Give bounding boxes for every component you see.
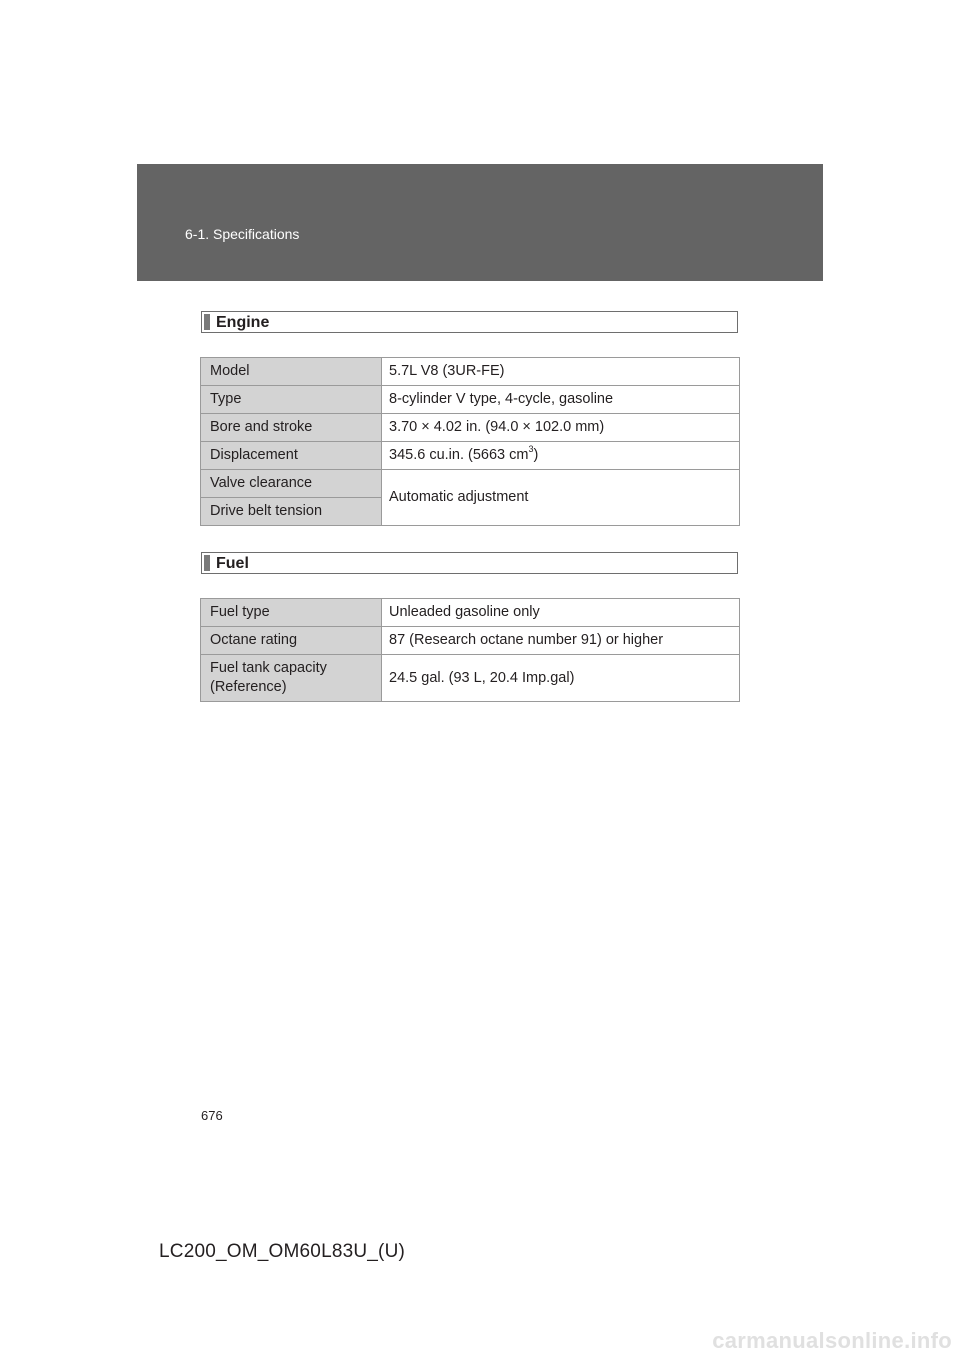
row-value-type: 8-cylinder V type, 4-cycle, gasoline xyxy=(382,386,740,414)
engine-section-title: Engine xyxy=(216,314,270,331)
row-value-fuel-type: Unleaded gasoline only xyxy=(382,599,740,627)
row-value-octane-rating: 87 (Research octane number 91) or higher xyxy=(382,627,740,655)
row-label-valve-clearance: Valve clearance xyxy=(201,470,382,498)
displacement-value-close: ) xyxy=(533,447,539,463)
fuel-section-title: Fuel xyxy=(216,555,249,572)
chapter-header-band xyxy=(137,164,823,281)
row-value-displacement xyxy=(382,442,740,470)
displacement-value-text: 345.6 cu.in. (5663 cm xyxy=(389,447,529,463)
fuel-spec-table xyxy=(200,598,740,702)
table-row xyxy=(201,414,740,442)
fuel-section-heading xyxy=(201,552,738,574)
engine-spec-table xyxy=(200,357,740,526)
row-label-type: Type xyxy=(201,386,382,414)
displacement-unit-exponent: 3 xyxy=(528,444,534,455)
table-row xyxy=(201,386,740,414)
table-row xyxy=(201,358,740,386)
row-label-fuel-type: Fuel type xyxy=(201,599,382,627)
heading-marker-bar xyxy=(204,314,210,330)
heading-marker-bar xyxy=(204,555,210,571)
table-row xyxy=(201,470,740,498)
row-value-automatic-adjustment: Automatic adjustment xyxy=(382,470,740,526)
row-label-displacement: Displacement xyxy=(201,442,382,470)
table-row xyxy=(201,627,740,655)
row-value-bore-stroke: 3.70 × 4.02 in. (94.0 × 102.0 mm) xyxy=(382,414,740,442)
row-label-bore-stroke: Bore and stroke xyxy=(201,414,382,442)
row-label-model: Model xyxy=(201,358,382,386)
table-row xyxy=(201,655,740,702)
watermark: carmanualsonline.info xyxy=(712,1328,952,1353)
engine-section-heading xyxy=(201,311,738,333)
page-number: 676 xyxy=(201,1108,223,1123)
table-row xyxy=(201,599,740,627)
fuel-tank-label-line2: (Reference) xyxy=(210,679,287,695)
row-label-fuel-tank-capacity xyxy=(201,655,382,702)
fuel-tank-label-line1: Fuel tank capacity xyxy=(210,660,327,676)
document-code: LC200_OM_OM60L83U_(U) xyxy=(159,1241,406,1262)
row-label-drive-belt-tension: Drive belt tension xyxy=(201,498,382,526)
row-label-octane-rating: Octane rating xyxy=(201,627,382,655)
table-row xyxy=(201,442,740,470)
row-value-model: 5.7L V8 (3UR-FE) xyxy=(382,358,740,386)
breadcrumb: 6-1. Specifications xyxy=(185,226,300,242)
row-value-fuel-tank-capacity: 24.5 gal. (93 L, 20.4 Imp.gal) xyxy=(382,655,740,702)
